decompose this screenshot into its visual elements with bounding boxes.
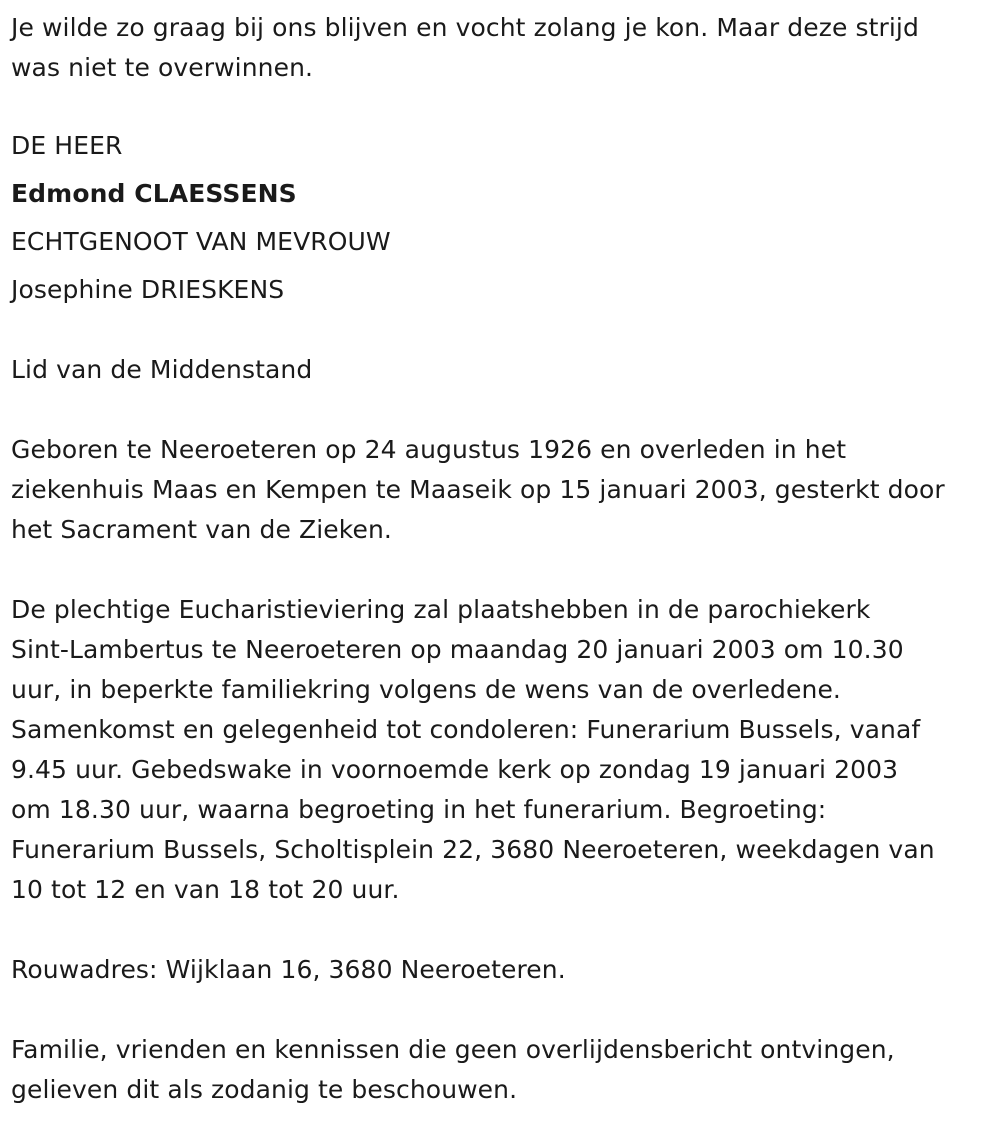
intro-paragraph	[11, 8, 990, 88]
family-note-line: Familie, vrienden en kennissen die geen overlijdensbericht ontvingen,	[11, 1035, 895, 1064]
service-line: 9.45 uur. Gebedswake in voornoemde kerk op zondag 19 januari 2003	[11, 755, 899, 784]
service-line: 10 tot 12 en van 18 tot 20 uur.	[11, 875, 400, 904]
title-prefix: DE HEER	[11, 131, 123, 160]
intro-line: Je wilde zo graag bij ons blijven en vocht zolang je kon. Maar deze strijd	[11, 13, 919, 42]
birth-death-line: Geboren te Neeroeteren op 24 augustus 1926 en overleden in het	[11, 435, 847, 464]
mourning-address: Rouwadres: Wijklaan 16, 3680 Neeroeteren.	[11, 955, 566, 984]
spouse-name: Josephine DRIESKENS	[11, 275, 285, 304]
service-line: De plechtige Eucharistieviering zal plaatshebben in de parochiekerk	[11, 595, 871, 624]
birth-death-line: ziekenhuis Maas en Kempen te Maaseik op 15 januari 2003, gesterkt door	[11, 475, 945, 504]
service-line: om 18.30 uur, waarna begroeting in het funerarium. Begroeting:	[11, 795, 827, 824]
spouse-label: ECHTGENOOT VAN MEVROUW	[11, 227, 391, 256]
service-paragraph	[11, 590, 990, 910]
intro-line: was niet te overwinnen.	[11, 53, 314, 82]
birth-death-paragraph	[11, 430, 990, 550]
service-line: Sint-Lambertus te Neeroeteren op maandag 20 januari 2003 om 10.30	[11, 635, 904, 664]
service-line: Funerarium Bussels, Scholtisplein 22, 3680 Neeroeteren, weekdagen van	[11, 835, 935, 864]
service-line: uur, in beperkte familiekring volgens de wens van de overledene.	[11, 675, 841, 704]
family-note-line: gelieven dit als zodanig te beschouwen.	[11, 1075, 518, 1104]
birth-death-line: het Sacrament van de Zieken.	[11, 515, 392, 544]
membership-text: Lid van de Middenstand	[11, 355, 313, 384]
deceased-name: Edmond CLAESSENS	[11, 179, 297, 208]
service-line: Samenkomst en gelegenheid tot condoleren: Funerarium Bussels, vanaf	[11, 715, 921, 744]
family-note-paragraph	[11, 1030, 990, 1110]
